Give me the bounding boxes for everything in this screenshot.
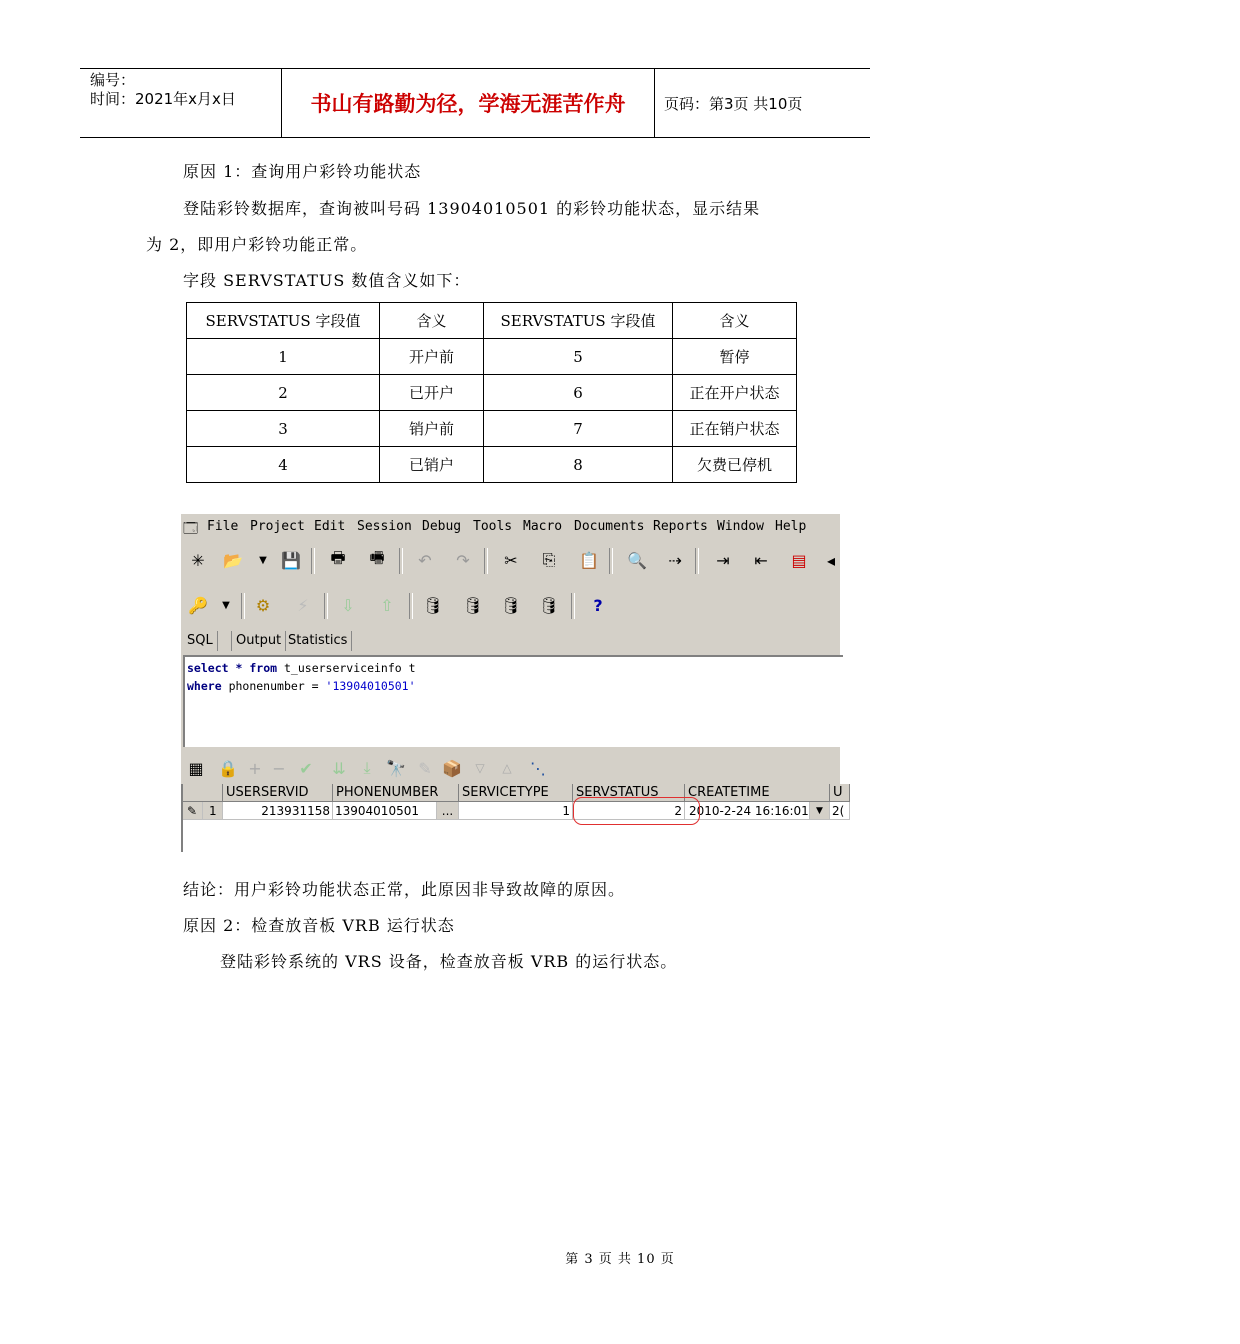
execute-icon[interactable]: ⚙ [255,595,271,615]
table-cell: 7 [484,411,673,447]
table-cell: 销户前 [380,411,484,447]
sql-condition: phonenumber = [228,679,319,693]
table-cell: 2 [187,375,380,411]
database-icon[interactable]: 🛢 [422,595,444,615]
paragraph-line-2: 为 2，即用户彩铃功能正常。 [146,235,368,254]
help-icon[interactable]: ? [593,595,603,615]
break-icon[interactable]: ⚡ [297,595,309,615]
fetch-next-icon[interactable]: ⇊ [332,758,346,778]
sql-line-1 [187,659,843,677]
reason2-title: 原因 2：检查放音板 VRB 运行状态 [183,916,455,935]
menu-bar [181,514,840,540]
rollback-icon[interactable]: ⇧ [380,595,394,615]
save-icon[interactable]: 💾 [281,550,301,570]
table-cell: 已销户 [380,447,484,483]
grid-corner [183,784,223,802]
table-cell: 6 [484,375,673,411]
cell-ellipsis-button[interactable]: ... [437,802,459,820]
number-label: 编号： [90,71,136,89]
ide-screenshot [181,514,845,852]
menu-tools[interactable]: Tools [473,519,513,534]
result-grid [181,784,845,852]
paste-icon[interactable]: 📋 [579,550,599,570]
table-header-row [187,303,797,339]
reason1-title: 原因 1：查询用户彩铃功能状态 [183,162,422,181]
filter-up-icon[interactable]: △ [502,761,512,775]
time-label: 时间：2021年x月x日 [90,90,236,108]
table-cell: 1 [187,339,380,375]
paragraph-line-1: 登陆彩铃数据库，查询被叫号码 13904010501 的彩铃功能状态，显示结果 [183,199,761,218]
sql-database-icon[interactable]: 🛢 [462,595,484,615]
new-icon[interactable]: ✳ [191,550,205,570]
menu-help[interactable]: Help [775,519,807,534]
open-folder-icon[interactable]: 📂 [223,550,243,570]
binoculars-icon[interactable]: 🔭 [386,758,406,778]
database-connect-icon[interactable]: 🛢 [500,595,522,615]
table-header: SERVSTATUS 字段值 [484,303,673,339]
cell-u[interactable]: 2( [830,802,850,820]
sql-string: '13904010501' [325,679,416,693]
row-edit-icon[interactable]: ✎ [183,802,203,820]
table-header: SERVSTATUS 字段值 [187,303,380,339]
table-cell: 5 [484,339,673,375]
table-row [187,447,797,483]
field-intro: 字段 SERVSTATUS 数值含义如下： [183,271,471,290]
find-icon[interactable]: 🔍 [627,550,647,570]
servstatus-table [186,302,797,483]
editor-tabs [181,628,840,654]
more-icon[interactable]: ◂ [826,550,836,570]
dropdown-arrow-icon[interactable]: ▼ [259,554,267,566]
sql-star: * [235,661,243,675]
grid-toolbar [181,754,840,782]
clear-icon[interactable]: ✎ [418,758,432,778]
cell-servstatus[interactable]: 2 [573,802,685,820]
table-cell: 8 [484,447,673,483]
app-icon: 🗔 [183,521,199,537]
cell-phonenumber[interactable]: 13904010501 [333,802,437,820]
cell-createtime[interactable]: 2010-2-24 16:16:01 [685,802,810,820]
export-icon[interactable]: 📦 [442,758,462,778]
undo-icon[interactable]: ↶ [418,550,432,570]
column-header[interactable]: USERSERVID [223,784,333,802]
reason2-text: 登陆彩铃系统的 VRS 设备，检查放音板 VRB 的运行状态。 [220,952,678,971]
copy-icon[interactable]: ⎘ [542,550,556,569]
sql-line-2 [187,677,843,695]
sql-table-name: t_userserviceinfo t [284,661,416,675]
table-row [187,375,797,411]
cut-icon[interactable]: ✂ [504,550,518,570]
key-icon[interactable]: 🔑 [188,595,208,615]
table-cell: 暂停 [673,339,797,375]
cell-userservid[interactable]: 213931158 [223,802,333,820]
redo-icon[interactable]: ↷ [456,550,470,570]
grid-icon[interactable]: ▦ [188,758,204,778]
table-cell: 已开户 [380,375,484,411]
menu-edit[interactable]: Edit [314,519,346,534]
toolbar-main [181,542,840,580]
menu-project[interactable]: Project [250,519,305,534]
column-header[interactable]: PHONENUMBER [333,784,459,802]
column-header[interactable]: SERVSTATUS [573,784,685,802]
cell-servicetype[interactable]: 1 [459,802,573,820]
tree-icon[interactable]: ⋱ [530,758,546,778]
conclusion: 结论：用户彩铃功能状态正常，此原因非导致故障的原因。 [183,880,626,899]
row-index: 1 [203,802,223,820]
header-page-info: 页码：第3页 共10页 [664,94,803,113]
print-icon[interactable]: 🖶 [330,547,346,567]
comment-icon[interactable]: ▤ [791,550,807,570]
sql-keyword: where [187,679,222,693]
chevron-down-icon[interactable]: ▼ [810,802,830,820]
menu-reports[interactable]: Reports [653,519,708,534]
column-header[interactable]: U [830,784,850,802]
table-row [187,411,797,447]
print-preview-icon[interactable]: 🖷 [369,547,385,567]
tab-sql[interactable]: SQL [183,631,218,651]
tab-statistics[interactable]: Statistics [284,631,352,651]
menu-window[interactable]: Window [717,519,764,534]
dropdown-arrow-icon[interactable]: ▼ [222,599,230,611]
column-header[interactable]: CREATETIME [685,784,830,802]
page-header [80,68,870,138]
table-header: 含义 [673,303,797,339]
sql-keyword: from [249,661,278,675]
post-icon[interactable]: ✔ [299,758,313,778]
menu-macro[interactable]: Macro [523,519,563,534]
add-row-icon[interactable]: + [248,758,262,778]
table-cell: 正在销户状态 [673,411,797,447]
tab-output[interactable]: Output [231,631,286,651]
lock-icon[interactable]: 🔒 [218,758,238,778]
menu-documents[interactable]: Documents [574,519,645,534]
delete-row-icon[interactable]: − [272,758,286,778]
find-next-icon[interactable]: ⇢ [668,550,682,570]
fetch-last-icon[interactable]: ⤓ [363,758,371,777]
column-header[interactable]: SERVICETYPE [459,784,573,802]
database-refresh-icon[interactable]: 🛢 [538,595,560,615]
menu-debug[interactable]: Debug [422,519,462,534]
header-meta [80,69,282,137]
menu-file[interactable]: File [207,519,239,534]
table-cell: 欠费已停机 [673,447,797,483]
sql-editor[interactable] [183,655,843,747]
menu-session[interactable]: Session [357,519,412,534]
table-cell: 4 [187,447,380,483]
table-cell: 正在开户状态 [673,375,797,411]
table-header: 含义 [380,303,484,339]
table-cell: 开户前 [380,339,484,375]
header-motto: 书山有路勤为径，学海无涯苦作舟 [282,69,655,137]
outdent-icon[interactable]: ⇤ [754,550,768,570]
toolbar-session [181,587,840,625]
highlight-circle [573,797,700,825]
indent-icon[interactable]: ⇥ [716,550,730,570]
sql-keyword: select [187,661,229,675]
commit-icon[interactable]: ⇩ [341,595,355,615]
filter-down-icon[interactable]: ▽ [475,761,485,775]
table-cell: 3 [187,411,380,447]
page-footer: 第 3 页 共 10 页 [565,1252,675,1267]
table-row [187,339,797,375]
